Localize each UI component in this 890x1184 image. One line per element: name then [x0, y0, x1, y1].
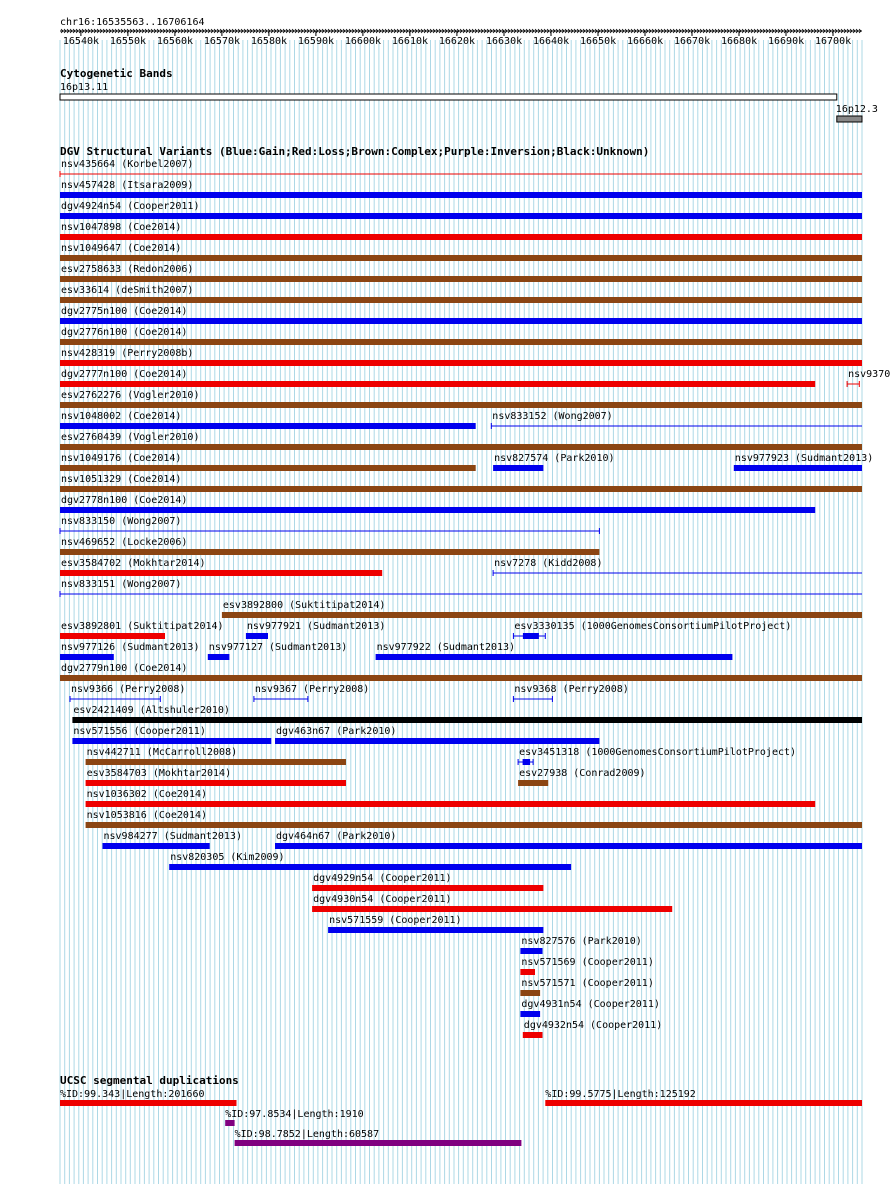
variant-label: nsv833151 (Wong2007)	[61, 579, 182, 590]
variant-label: nsv827576 (Park2010)	[521, 936, 642, 947]
cytoband-track	[60, 67, 878, 122]
variant-label: nsv833152 (Wong2007)	[492, 411, 613, 422]
variant-bar[interactable]	[60, 465, 476, 471]
variant-label: nsv1047898 (Coe2014)	[61, 222, 182, 233]
variant-feature[interactable]	[60, 243, 862, 261]
ruler-tick-label: 16670k	[674, 36, 711, 47]
variant-label: nsv435664 (Korbel2007)	[61, 159, 194, 170]
variant-label: nsv1036302 (Coe2014)	[86, 789, 208, 800]
variant-bar[interactable]	[86, 780, 346, 786]
variant-label: nsv977127 (Sudmant2013)	[208, 642, 348, 653]
variant-bar[interactable]	[60, 402, 862, 408]
variant-bar[interactable]	[60, 297, 862, 303]
variant-bar[interactable]	[275, 738, 599, 744]
variant-feature[interactable]	[60, 537, 599, 555]
variant-label: nsv977921 (Sudmant2013)	[246, 621, 386, 632]
segdup-feature[interactable]	[545, 1089, 862, 1106]
variant-feature[interactable]	[86, 747, 346, 765]
variant-feature[interactable]	[60, 516, 599, 534]
variant-bar[interactable]	[86, 801, 816, 807]
dgv-features[interactable]	[60, 159, 890, 1038]
variant-label: nsv571569 (Cooper2011)	[521, 957, 654, 968]
variant-bar[interactable]	[275, 843, 862, 849]
variant-feature[interactable]	[72, 705, 862, 723]
variant-label: esv3892801 (Suktitipat2014)	[61, 621, 224, 632]
variant-label: esv3451318 (1000GenomesConsortiumPilotProject)	[519, 747, 797, 758]
ruler-tick-label: 16580k	[250, 36, 288, 47]
variant-label: nsv977922 (Sudmant2013)	[376, 642, 516, 653]
variant-feature[interactable]	[60, 159, 862, 177]
variant-feature[interactable]	[275, 831, 862, 849]
dgv-variants-track	[60, 145, 890, 1038]
ruler-tick-label: 16550k	[109, 36, 147, 47]
variant-bar[interactable]	[103, 843, 210, 849]
variant-bar[interactable]	[86, 822, 862, 828]
variant-bar[interactable]	[520, 969, 535, 975]
variant-label: dgv2777n100 (Coe2014)	[61, 369, 188, 380]
variant-label: esv3584703 (Mokhtar2014)	[86, 768, 232, 779]
variant-feature[interactable]	[60, 474, 862, 492]
variant-bar[interactable]	[312, 885, 543, 891]
variant-feature[interactable]	[60, 327, 862, 345]
track-title-dgv: DGV Structural Variants (Blue:Gain;Red:Loss;Brown:Complex;Purple:Inversion;Black:Unknown)	[60, 145, 650, 158]
variant-bar[interactable]	[60, 318, 862, 324]
variant-label: nsv820305 (Kim2009)	[170, 852, 285, 863]
variant-label: esv3584702 (Mokhtar2014)	[61, 558, 206, 569]
variant-bar[interactable]	[523, 1032, 543, 1038]
variant-bar[interactable]	[518, 780, 548, 786]
variant-feature[interactable]	[491, 411, 862, 429]
variant-feature[interactable]	[60, 201, 862, 219]
ruler-tick-label: 16600k	[344, 36, 382, 47]
variant-bar[interactable]	[60, 360, 862, 366]
variant-bar[interactable]	[60, 234, 862, 240]
variant-feature[interactable]	[312, 873, 543, 891]
ruler-tick-label: 16650k	[580, 36, 617, 47]
ruler-tick-label: 16560k	[156, 36, 194, 47]
variant-label: nsv442711 (McCarroll2008)	[86, 747, 238, 758]
cytoband[interactable]	[837, 116, 862, 122]
variant-feature[interactable]	[493, 453, 614, 471]
variant-label: nsv1051329 (Coe2014)	[61, 474, 182, 485]
variant-feature[interactable]	[60, 222, 862, 240]
variant-label: dgv4929n54 (Cooper2011)	[313, 873, 452, 884]
variant-feature[interactable]	[60, 663, 862, 681]
variant-label: dgv4924n54 (Cooper2011)	[61, 201, 200, 212]
variant-label: esv2421409 (Altshuler2010)	[73, 705, 230, 716]
variant-bar[interactable]	[60, 423, 476, 429]
ruler-tick-label: 16570k	[203, 36, 241, 47]
ruler-tick-label: 16630k	[486, 36, 523, 47]
ruler-scale	[60, 29, 862, 47]
variant-bar[interactable]	[493, 465, 543, 471]
variant-feature[interactable]	[60, 558, 382, 576]
segdup-label: %ID:99.343|Length:201660	[60, 1089, 205, 1100]
variant-feature[interactable]	[493, 558, 862, 576]
variant-label: nsv977923 (Sudmant2013)	[734, 453, 874, 464]
variant-feature[interactable]	[208, 642, 347, 660]
variant-feature[interactable]	[520, 957, 653, 975]
variant-bar[interactable]	[520, 990, 540, 996]
variant-bar[interactable]	[60, 381, 815, 387]
variant-feature[interactable]	[60, 180, 862, 198]
segdup-bar[interactable]	[235, 1140, 522, 1146]
ruler-tick-label: 16700k	[815, 36, 852, 47]
variant-feature[interactable]	[169, 852, 571, 870]
variant-label: esv3330135 (1000GenomesConsortiumPilotProject)	[514, 621, 792, 632]
variant-bar[interactable]	[520, 948, 542, 954]
variant-feature[interactable]	[60, 621, 224, 639]
variant-feature[interactable]	[86, 810, 862, 828]
variant-bar[interactable]	[60, 444, 862, 450]
ruler-tick-label: 16640k	[533, 36, 570, 47]
segdup-bar[interactable]	[545, 1100, 862, 1106]
variant-label: esv3892800 (Suktitipat2014)	[222, 600, 386, 611]
variant-label: nsv9370	[848, 369, 890, 380]
variant-feature[interactable]	[86, 789, 816, 807]
variant-label: nsv9366 (Perry2008)	[71, 684, 186, 695]
variant-feature[interactable]	[60, 411, 476, 429]
variant-bar[interactable]	[60, 213, 862, 219]
segdup-label: %ID:99.5775|Length:125192	[545, 1089, 696, 1100]
variant-bar[interactable]	[208, 654, 230, 660]
variant-feature[interactable]	[60, 369, 815, 387]
ruler-tick-label: 16680k	[721, 36, 758, 47]
variant-label: nsv827574 (Park2010)	[494, 453, 615, 464]
variant-feature[interactable]	[328, 915, 543, 933]
segdup-label: %ID:97.8534|Length:1910	[225, 1109, 364, 1120]
variant-feature[interactable]	[86, 768, 346, 786]
variant-label: nsv9368 (Perry2008)	[514, 684, 629, 695]
segdup-track	[60, 1074, 862, 1146]
ruler-tick-label: 16540k	[62, 36, 100, 47]
variant-label: nsv571571 (Cooper2011)	[521, 978, 654, 989]
variant-feature[interactable]	[60, 432, 862, 450]
variant-bar[interactable]	[60, 339, 862, 345]
variant-feature[interactable]	[60, 285, 862, 303]
segdup-label: %ID:98.7852|Length:60587	[234, 1129, 380, 1140]
variant-label: dgv2775n100 (Coe2014)	[61, 306, 188, 317]
variant-label: dgv2776n100 (Coe2014)	[61, 327, 188, 338]
variant-feature[interactable]	[734, 453, 873, 471]
variant-bar[interactable]	[734, 465, 862, 471]
variant-label: nsv1049647 (Coe2014)	[61, 243, 182, 254]
variant-feature[interactable]	[60, 390, 862, 408]
variant-bar[interactable]	[60, 192, 862, 198]
variant-label: nsv833150 (Wong2007)	[61, 516, 182, 527]
variant-bar[interactable]	[60, 633, 165, 639]
variant-label: esv27938 (Conrad2009)	[519, 768, 646, 779]
variant-label: nsv1053816 (Coe2014)	[86, 810, 208, 821]
variant-bar[interactable]	[312, 906, 672, 912]
variant-bar[interactable]	[86, 759, 346, 765]
variant-bar[interactable]	[60, 549, 599, 555]
track-title-segdups: UCSC segmental duplications	[60, 1074, 239, 1087]
track-title-cytobands: Cytogenetic Bands	[60, 67, 173, 80]
variant-feature[interactable]	[254, 684, 369, 702]
variant-label: dgv2778n100 (Coe2014)	[61, 495, 188, 506]
variant-block	[523, 633, 539, 639]
variant-bar[interactable]	[60, 507, 815, 513]
ruler-tick-label: 16590k	[297, 36, 335, 47]
variant-feature[interactable]	[60, 579, 862, 597]
variant-feature[interactable]	[520, 936, 641, 954]
segdup-bar[interactable]	[60, 1100, 237, 1106]
locus-label: chr16:16535563..16706164	[60, 17, 205, 28]
ruler-tick-label: 16690k	[768, 36, 805, 47]
variant-feature[interactable]	[275, 726, 599, 744]
variant-bar[interactable]	[169, 864, 571, 870]
variant-label: esv2758633 (Redon2006)	[61, 264, 194, 275]
variant-feature[interactable]	[518, 768, 645, 786]
variant-label: nsv984277 (Sudmant2013)	[103, 831, 242, 842]
variant-feature[interactable]	[103, 831, 242, 849]
variant-label: nsv469652 (Locke2006)	[61, 537, 188, 548]
variant-label: dgv464n67 (Park2010)	[276, 831, 397, 842]
cytoband[interactable]	[60, 94, 837, 100]
variant-bar[interactable]	[72, 717, 862, 723]
variant-bar[interactable]	[222, 612, 862, 618]
variant-feature[interactable]	[72, 726, 271, 744]
variant-label: dgv4932n54 (Cooper2011)	[523, 1020, 663, 1031]
variant-bar[interactable]	[328, 927, 543, 933]
variant-bar[interactable]	[72, 738, 271, 744]
segdup-feature[interactable]	[235, 1129, 522, 1146]
variant-feature[interactable]	[60, 453, 476, 471]
variant-feature[interactable]	[60, 306, 862, 324]
variant-label: esv2762276 (Vogler2010)	[61, 390, 200, 401]
variant-label: nsv1049176 (Coe2014)	[61, 453, 182, 464]
variant-bar[interactable]	[246, 633, 268, 639]
variant-label: nsv9367 (Perry2008)	[254, 684, 370, 695]
variant-bar[interactable]	[60, 570, 382, 576]
variant-bar[interactable]	[376, 654, 733, 660]
segdup-bar[interactable]	[225, 1120, 234, 1126]
ruler-tick-label: 16660k	[627, 36, 664, 47]
variant-label: dgv463n67 (Park2010)	[276, 726, 397, 737]
variant-label: nsv7278 (Kidd2008)	[494, 558, 603, 569]
variant-label: nsv1048002 (Coe2014)	[61, 411, 182, 422]
variant-label: nsv571556 (Cooper2011)	[73, 726, 206, 737]
variant-label: dgv4931n54 (Cooper2011)	[521, 999, 660, 1010]
variant-feature[interactable]	[847, 369, 890, 387]
variant-feature[interactable]	[520, 978, 653, 996]
variant-label: nsv457428 (Itsara2009)	[61, 180, 194, 191]
variant-bar[interactable]	[520, 1011, 540, 1017]
cytoband-label: 16p13.11	[60, 82, 109, 93]
variant-label: esv33614 (deSmith2007)	[61, 285, 194, 296]
variant-feature[interactable]	[60, 495, 815, 513]
variant-bar[interactable]	[60, 675, 862, 681]
cytoband-ideogram[interactable]	[60, 82, 878, 122]
variant-label: esv2760439 (Vogler2010)	[61, 432, 200, 443]
variant-label: dgv4930n54 (Cooper2011)	[313, 894, 452, 905]
variant-feature[interactable]	[60, 348, 862, 366]
variant-feature[interactable]	[60, 642, 199, 660]
variant-label: dgv2779n100 (Coe2014)	[61, 663, 188, 674]
variant-feature[interactable]	[222, 600, 862, 618]
ruler-tick-label: 16620k	[438, 36, 476, 47]
variant-label: nsv977126 (Sudmant2013)	[61, 642, 200, 653]
variant-bar[interactable]	[60, 276, 862, 282]
variant-bar[interactable]	[60, 654, 114, 660]
variant-bar[interactable]	[60, 255, 862, 261]
ruler-tick-label: 16610k	[391, 36, 429, 47]
variant-block	[523, 759, 531, 765]
position-ruler	[60, 17, 862, 47]
variant-bar[interactable]	[60, 486, 862, 492]
variant-feature[interactable]	[60, 264, 862, 282]
segdup-features[interactable]	[60, 1089, 862, 1146]
cytoband-label: 16p12.3	[835, 104, 878, 115]
variant-label: nsv571559 (Cooper2011)	[329, 915, 462, 926]
variant-label: nsv428319 (Perry2008b)	[61, 348, 194, 359]
